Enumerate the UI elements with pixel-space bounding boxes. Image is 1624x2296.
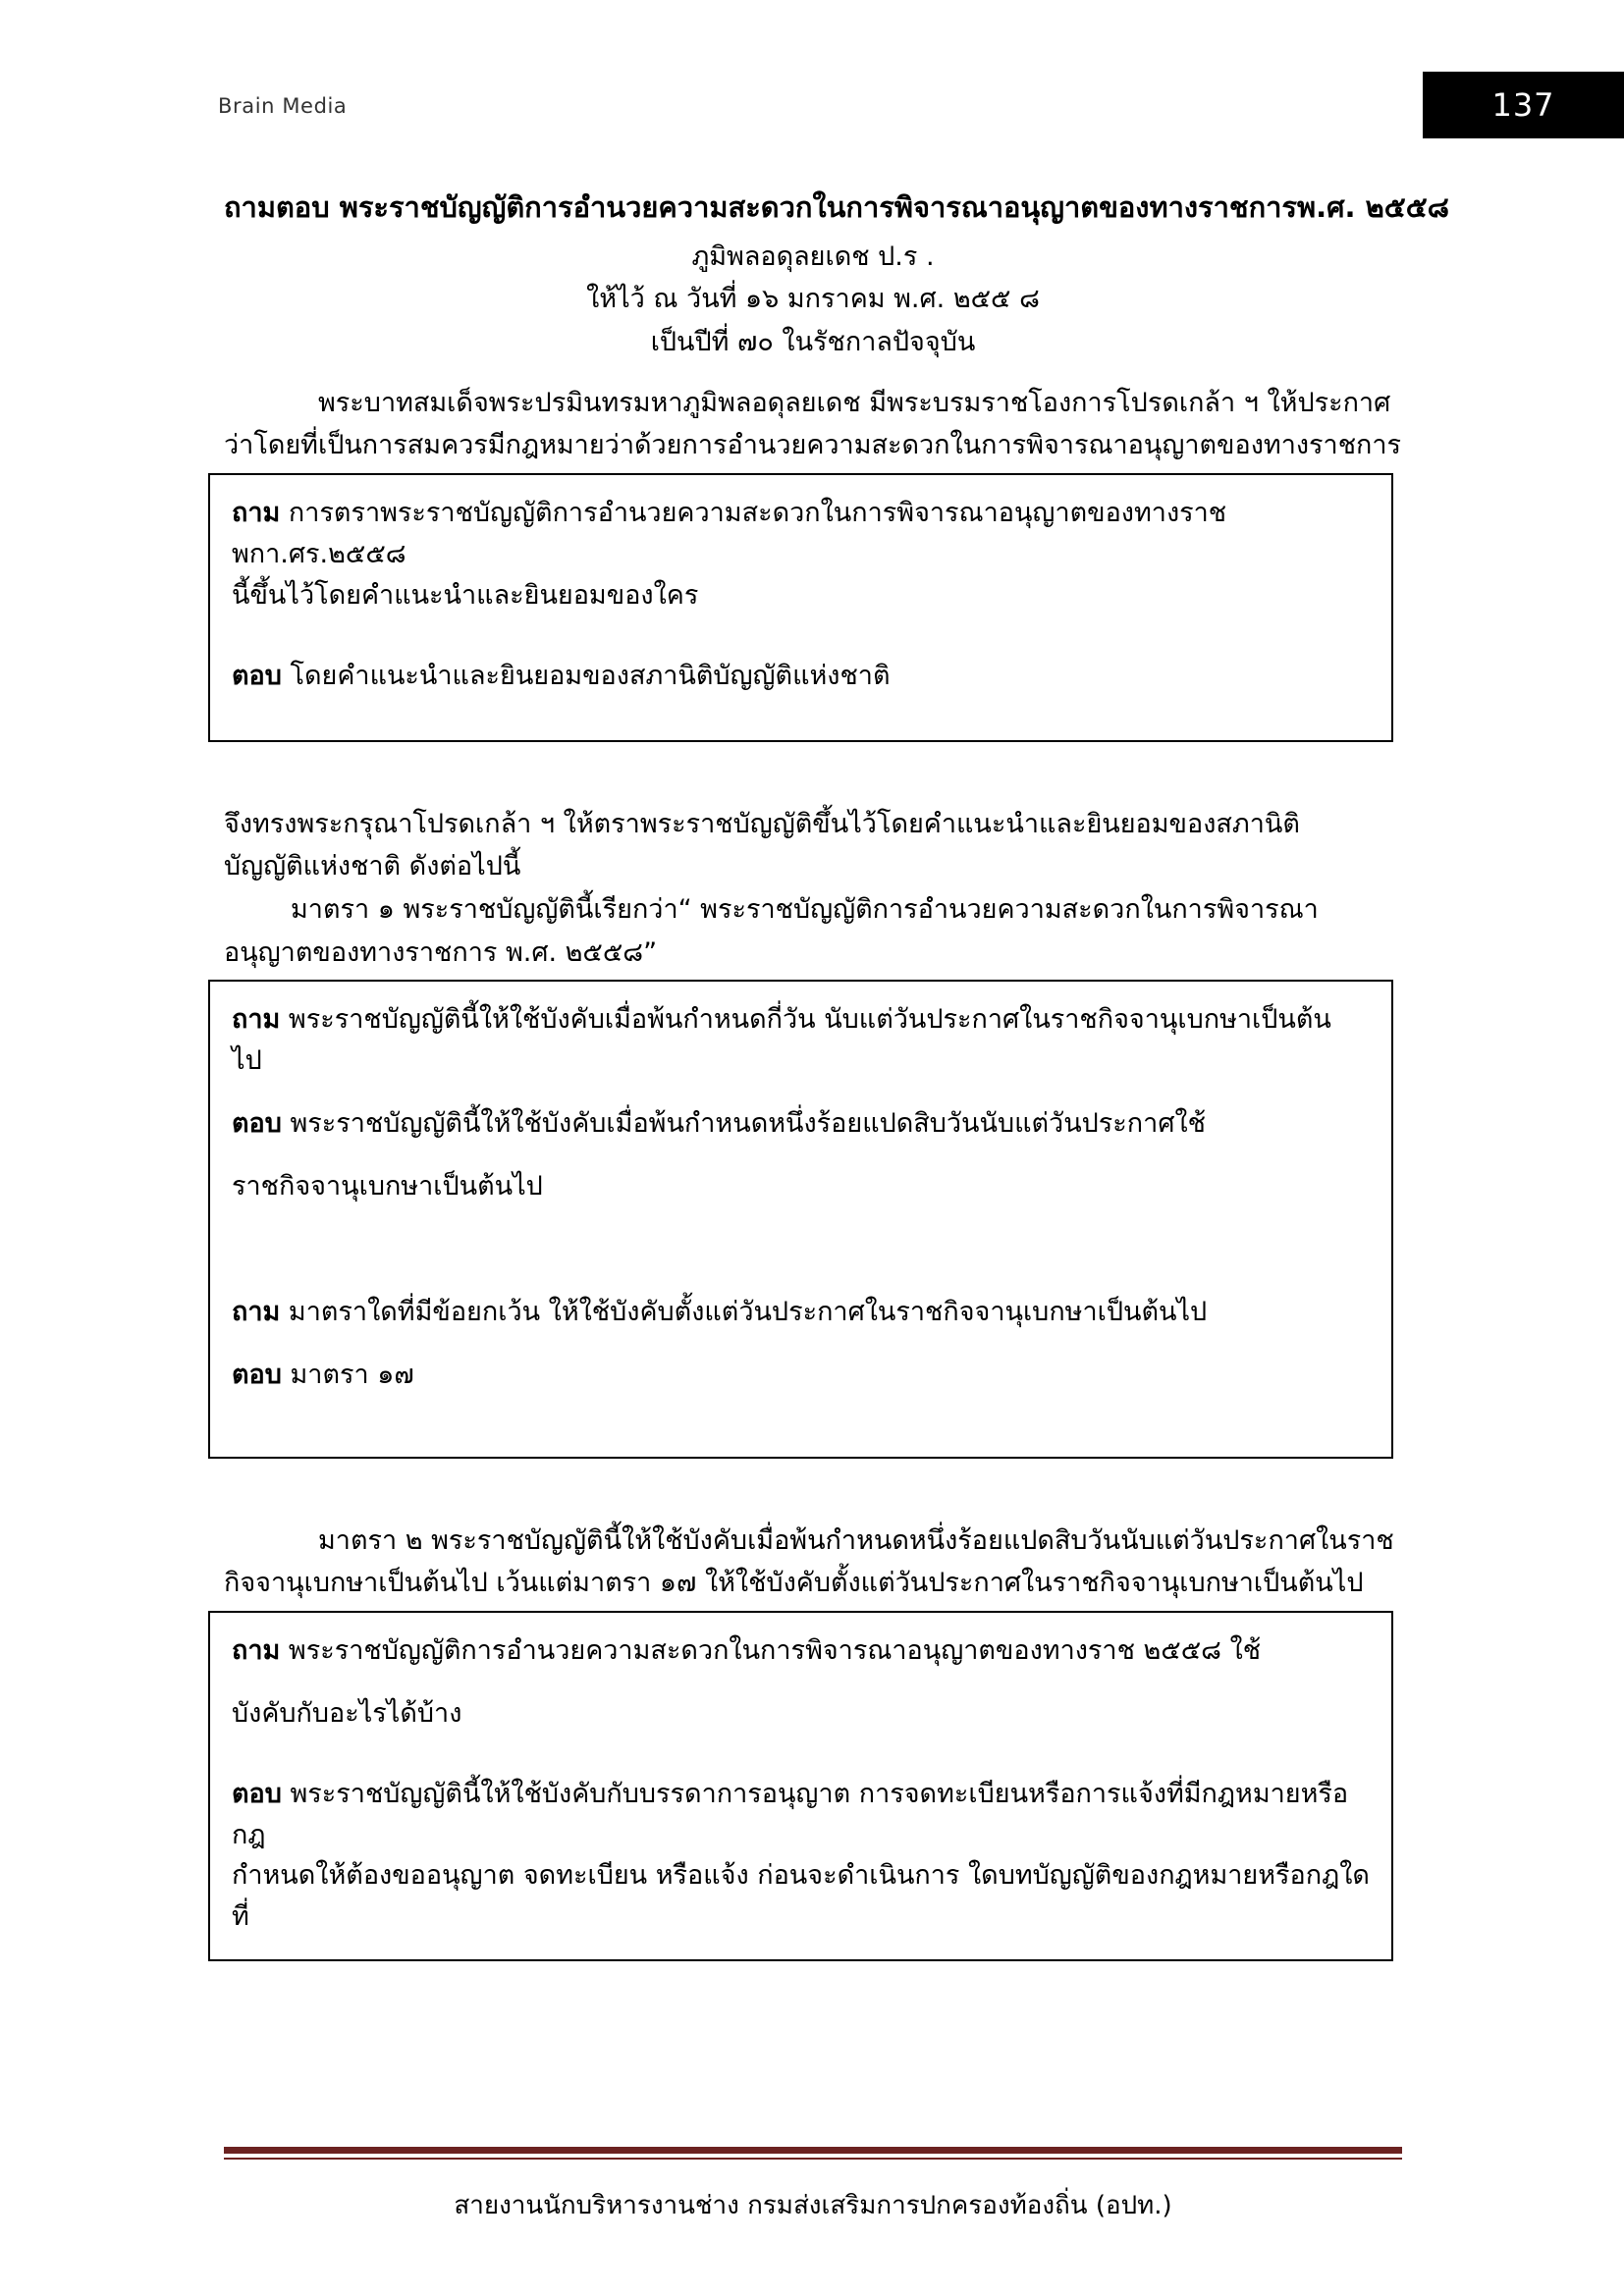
enactment-line-2: บัญญัติแห่งชาติ ดังต่อไปนี้ xyxy=(224,851,521,882)
answer-label: ตอบ xyxy=(232,660,282,691)
page-number-text: 137 xyxy=(1491,86,1555,124)
section1-line-1: มาตรา ๑ พระราชบัญญัตินี้เรียกว่า“ พระราชบัญญัติการอำนวยความสะดวกในการพิจารณา xyxy=(291,894,1319,926)
question-label: ถาม xyxy=(232,1635,281,1667)
answer-label: ตอบ xyxy=(232,1108,282,1140)
document-title: ถามตอบ พระราชบัญญัติการอำนวยความสะดวกในการพิจารณาอนุญาตของทางราชการพ.ศ. ๒๕๕๘ xyxy=(224,190,1450,224)
footer-text: สายงานนักบริหารงานช่าง กรมส่งเสริมการปกครองท้องถิ่น (อปท.) xyxy=(454,2191,1172,2220)
subtitle-line-1: ภูมิพลอดุลยเดช ป.ร . xyxy=(691,240,935,272)
qa-answer-line xyxy=(232,656,1370,697)
question-text: พระราชบัญญัติการอำนวยความสะดวกในการพิจารณาอนุญาตของทางราช ๒๕๕๘ ใช้ xyxy=(288,1635,1262,1667)
spacer xyxy=(232,1735,1370,1774)
answer-text: โดยคำแนะนำและยินยอมของสภานิติบัญญัติแห่งชาติ xyxy=(290,660,891,691)
brand-label: Brain Media xyxy=(218,94,348,118)
subtitle-line-2: ให้ไว้ ณ วันที่ ๑๖ มกราคม พ.ศ. ๒๕๕ ๘ xyxy=(586,284,1040,315)
section2-line-2: กิจจานุเบกษาเป็นต้นไป เว้นแต่มาตรา ๑๗ ให้ใช้บังคับตั้งแต่วันประกาศในราชกิจจานุเบกษาเป็นต้นไป xyxy=(224,1568,1364,1599)
answer-text: พระราชบัญญัตินี้ให้ใช้บังคับกับบรรดาการอนุญาต การจดทะเบียนหรือการแจ้งที่มีกฎหมายหรือ กฎ xyxy=(232,1778,1349,1850)
answer-text-cont: ราชกิจจานุเบกษาเป็นต้นไป xyxy=(232,1171,543,1202)
question-text: พระราชบัญญัตินี้ให้ใช้บังคับเมื่อพ้นกำหนดกี่วัน นับแต่วันประกาศในราชกิจจานุเบกษาเป็นต้น ไป xyxy=(232,1004,1331,1077)
answer-text: มาตรา ๑๗ xyxy=(290,1359,414,1390)
qa-question-line-2 xyxy=(232,1292,1370,1333)
spacer xyxy=(232,1082,1370,1103)
qa-answer-line xyxy=(232,1774,1370,1856)
answer-text: พระราชบัญญัตินี้ให้ใช้บังคับเมื่อพ้นกำหนดหนึ่งร้อยแปดสิบวันนับแต่วันประกาศใช้ xyxy=(290,1108,1206,1140)
spacer xyxy=(232,1333,1370,1355)
qa-box-3 xyxy=(208,1611,1393,1961)
preamble-line-2: ว่าโดยที่เป็นการสมควรมีกฎหมายว่าด้วยการอำนวยความสะดวกในการพิจารณาอนุญาตของทางราชการ xyxy=(224,430,1402,461)
question-label: ถาม xyxy=(232,1004,281,1036)
question-label: ถาม xyxy=(232,498,281,529)
qa-answer-line xyxy=(232,1103,1370,1145)
answer-label: ตอบ xyxy=(232,1778,282,1809)
question-text: การตราพระราชบัญญัติการอำนวยความสะดวกในการพิจารณาอนุญาตของทางราช พกา.ศร.๒๕๕๘ xyxy=(232,498,1227,570)
qa-box-2 xyxy=(208,980,1393,1458)
section2-line-1: มาตรา ๒ พระราชบัญญัตินี้ให้ใช้บังคับเมื่อพ้นกำหนดหนึ่งร้อยแปดสิบวันนับแต่วันประกาศในราช xyxy=(318,1524,1394,1556)
spacer xyxy=(232,1145,1370,1166)
answer-text-cont: กำหนดให้ต้องขออนุญาต จดทะเบียน หรือแจ้ง ก่อนจะดำเนินการ ใดบทบัญญัติของกฎหมายหรือกฎใดที่ xyxy=(232,1860,1370,1933)
page-footer xyxy=(224,2147,1402,2225)
qa-question-line xyxy=(232,999,1370,1082)
spacer xyxy=(232,1396,1370,1435)
answer-label: ตอบ xyxy=(232,1359,282,1390)
enactment-line-1: จึงทรงพระกรุณาโปรดเกล้า ฯ ให้ตราพระราชบัญญัติขึ้นไว้โดยคำแนะนำและยินยอมของสภานิติ xyxy=(224,808,1300,839)
spacer xyxy=(224,742,1402,803)
question-text: มาตราใดที่มีข้อยกเว้น ให้ใช้บังคับตั้งแต่วันประกาศในราชกิจจานุเบกษาเป็นต้นไป xyxy=(288,1296,1208,1327)
subtitle-line-3: เป็นปีที่ ๗๐ ในรัชกาลปัจจุบัน xyxy=(650,326,976,357)
preamble-line-1: พระบาทสมเด็จพระปรมินทรมหาภูมิพลอดุลยเดช มีพระบรมราชโองการโปรดเกล้า ฯ ให้ประกาศ xyxy=(318,387,1391,418)
spacer xyxy=(224,364,1402,382)
spacer xyxy=(224,1459,1402,1520)
page-header xyxy=(0,0,1624,147)
footer-rule-thin xyxy=(224,2158,1402,2160)
spacer xyxy=(232,697,1370,719)
qa-question-line xyxy=(232,1630,1370,1672)
qa-box-1 xyxy=(208,473,1393,741)
question-text-cont: นี้ขึ้นไว้โดยคำแนะนำและยินยอมของใคร xyxy=(232,579,699,611)
spacer xyxy=(232,1207,1370,1292)
question-text-cont: บังคับกับอะไรได้บ้าง xyxy=(232,1697,462,1729)
question-label: ถาม xyxy=(232,1296,281,1327)
qa-question-line xyxy=(232,493,1370,575)
footer-rule-thick xyxy=(224,2147,1402,2154)
page-number-badge xyxy=(1423,72,1624,138)
spacer xyxy=(232,616,1370,656)
section1-line-2: อนุญาตของทางราชการ พ.ศ. ๒๕๕๘” xyxy=(224,936,658,968)
spacer xyxy=(232,1672,1370,1693)
qa-answer-line-2 xyxy=(232,1355,1370,1396)
document-content xyxy=(224,187,1450,1961)
